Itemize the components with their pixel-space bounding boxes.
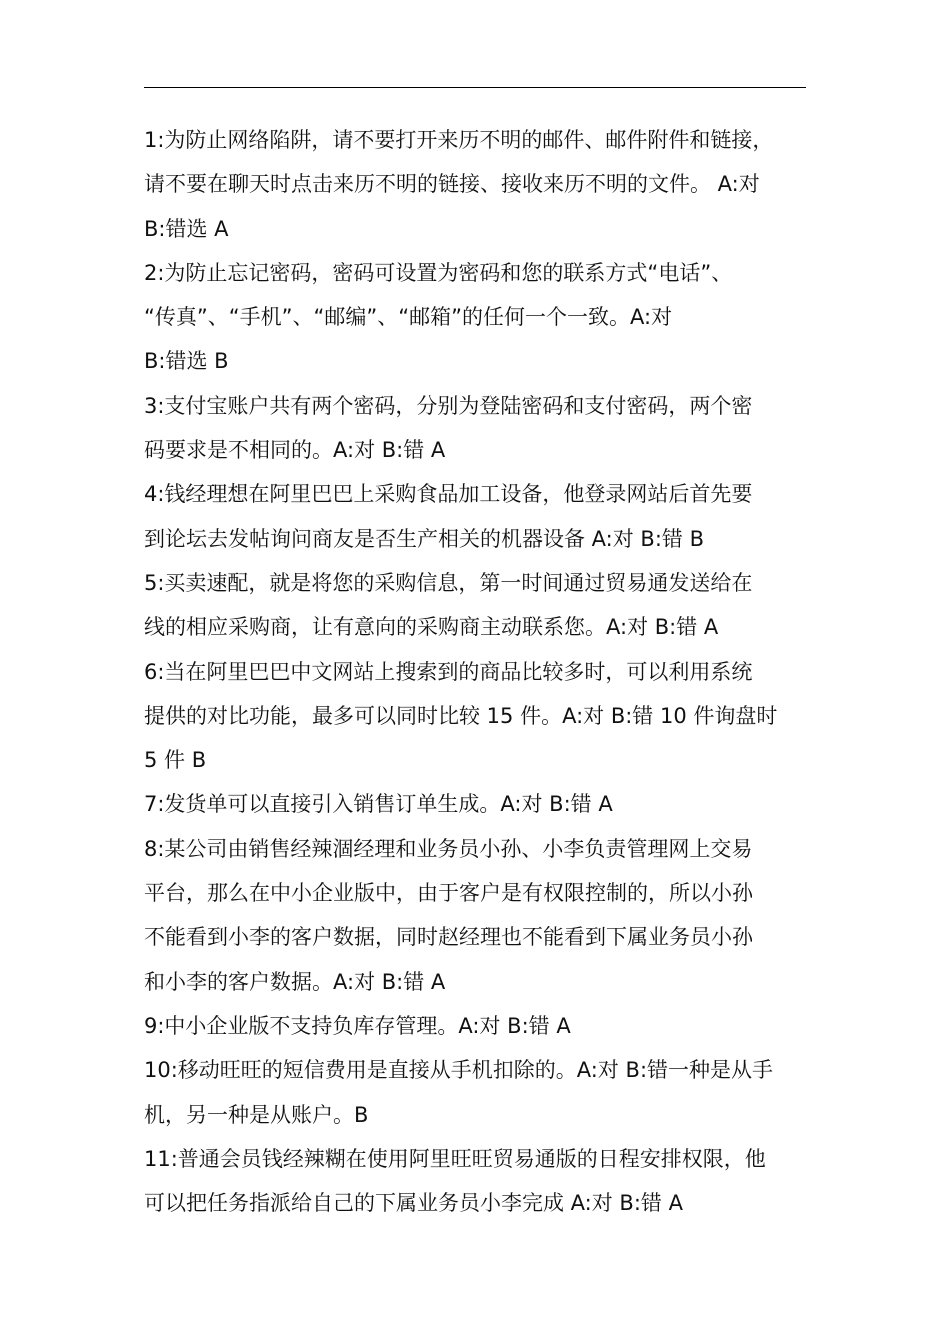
document-body	[144, 118, 812, 1225]
text-line: 线的相应采购商，让有意向的采购商主动联系您。A:对 B:错 A	[144, 615, 719, 640]
text-line: 3:支付宝账户共有两个密码，分别为登陆密码和支付密码，两个密	[144, 393, 753, 418]
text-line: 到论坛去发帖询问商友是否生产相关的机器设备 A:对 B:错 B	[144, 526, 704, 551]
text-line: 9:中小企业版不支持负库存管理。A:对 B:错 A	[144, 1013, 571, 1038]
text-line: 5:买卖速配，就是将您的采购信息，第一时间通过贸易通发送给在	[144, 570, 753, 595]
text-line: B:错选 B	[144, 349, 229, 374]
text-line: 提供的对比功能，最多可以同时比较 15 件。A:对 B:错 10 件询盘时	[144, 703, 778, 728]
text-line: 2:为防止忘记密码，密码可设置为密码和您的联系方式“电话”、	[144, 260, 733, 285]
text-line: 4:钱经理想在阿里巴巴上采购食品加工设备，他登录网站后首先要	[144, 482, 753, 507]
text-line: 请不要在聊天时点击来历不明的链接、接收来历不明的文件。 A:对	[144, 172, 760, 197]
text-line: 不能看到小李的客户数据，同时赵经理也不能看到下属业务员小孙	[144, 925, 753, 950]
text-line: B:错选 A	[144, 216, 229, 241]
text-line: 1:为防止网络陷阱，请不要打开来历不明的邮件、邮件附件和链接，	[144, 128, 774, 152]
text-line: 平台，那么在中小企业版中，由于客户是有权限控制的，所以小孙	[144, 881, 753, 906]
text-line: 6:当在阿里巴巴中文网站上搜索到的商品比较多时，可以利用系统	[144, 659, 753, 684]
text-line: 机，另一种是从账户。B	[144, 1102, 369, 1127]
text-line: 可以把任务指派给自己的下属业务员小李完成 A:对 B:错 A	[144, 1191, 683, 1216]
text-line: 5 件 B	[144, 748, 207, 773]
text-line: 11:普通会员钱经辣糊在使用阿里旺旺贸易通版的日程安排权限，他	[144, 1146, 766, 1171]
text-line: 10:移动旺旺的短信费用是直接从手机扣除的。A:对 B:错一种是从手	[144, 1058, 774, 1083]
header-rule	[144, 87, 806, 88]
text-line: 7:发货单可以直接引入销售订单生成。A:对 B:错 A	[144, 792, 613, 817]
text-line: “传真”、“手机”、“邮编”、“邮箱”的任何一个一致。A:对	[144, 305, 673, 330]
text-line: 和小李的客户数据。A:对 B:错 A	[144, 969, 446, 994]
text-line: 码要求是不相同的。A:对 B:错 A	[144, 438, 446, 463]
text-line: 8:某公司由销售经辣涸经理和业务员小孙、小李负责管理网上交易	[144, 836, 753, 861]
